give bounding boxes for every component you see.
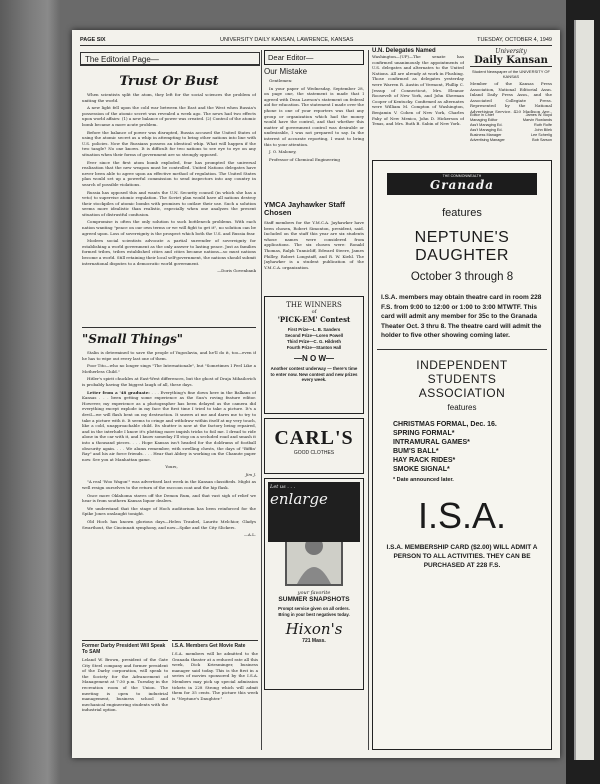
staff-name: Bob Sarson [532,138,552,142]
paper-flag [470,48,552,143]
staff-role: Ass't Managing Ed. [470,123,503,127]
enlarge-banner [268,482,360,542]
letter-signature: Jim J. [245,471,256,477]
movie-title-2: DAUGHTER [415,247,509,264]
granada-name: Granada [429,178,494,192]
dear-title: Professor of Chemical Engineering [269,156,340,162]
enlarge-note: Prompt service given on all orders. Bring in your best negatives today. [278,606,350,617]
granada-features: features [442,207,482,219]
trust-p5: Russia has opposed this and wants the U.N. Security council (in which she has a veto) to supervise atomic regulation. The Soviet plan would have all nations destroy their stockpiles of atomic bombs with promises to outlaw their use. Such a solution seems more idealistic than realistic, especially when one analyzes the present situation of distrustful confusion. [82,189,256,217]
winners-list [268,327,360,351]
editorial-page-tab: The Editorial Page— [80,52,260,66]
enlarge-ad [264,478,364,690]
winner-3: Third Prize—C. G. Hildreth [287,339,341,344]
event-item: INTRAMURAL GAMES* [393,438,470,446]
issue-date: TUESDAY, OCTOBER 4, 1949 [477,37,552,43]
granada-pre: THE COMMONWEALTH [442,174,482,178]
winner-1: First Prize—L. B. Sanders [287,327,341,332]
masthead [80,34,552,46]
carls-logo: CARL'S [274,427,354,449]
winners-of: of [311,309,317,315]
letter-closing: Yours, [165,464,178,470]
staff-role: Managing Editor [470,118,498,122]
carls-ad [264,418,364,474]
our-mistake-headline: Our Mistake [264,67,308,76]
dear-editor-tab: Dear Editor— [264,50,364,65]
letter-body: . . . Everything's fine down here in the Balkans of Kansas . . . been getting some experience as the Sun's roving feature editor. However, my experience as a photographer has been delayed as the camera did everything except explode in my face the first time I tried to take a picture. It's a devil—we will flash bent on my destruction. It sneers at me and dares me to try to take a picture with it. It seems to cringe and withdraw within itself at my very touch, like a cold, unapproachable child. Its shutter is now at the factory being repaired, and in the interlude I know it's plotting more impish tricks to foil me. I dread to ride alone in the car with it, and I know someday I'll stop on a secluded road and smash it into a thousand pieces. . . . Hope Kansas isn't headed for the doldrums of football obscurity again. . . . We alums remember, with swelling chests, the days of "Biffin' Ray" and his air force friends. . . . Hear that Abbey is working on the Chanute paper now. See you at Manhattan game. [82,389,256,462]
dear-sign: J. O. Maloney, [269,149,297,155]
flag-info: Member of the Kansas Press Association, National Editorial Assn. Inland Daily Press Assn., and the Associated Collegiate Press. Represented by the National Advertising Service, 420 Madison Ave., [470,81,552,113]
delegates-headline: U.N. Delegates Named [372,48,436,54]
carls-sub: GOOD CLOTHES [293,450,335,456]
darby-headline: Former Darby President Will Speak To SAM [82,643,166,655]
small-things-body [82,350,256,650]
enlarge-snaps: SUMMER SNAPSHOTS [278,596,350,603]
staff-list [470,113,552,143]
paper-name: UNIVERSITY DAILY KANSAN, LAWRENCE, KANSAS [220,37,354,43]
small-p2: Poor Tito—who no longer sings "The Internationale", but "Sometimes I Feel Like a Motherless Child." [82,363,256,374]
small-p7: Old Hoch has known glorious days—Helen Traubel, Lauritz Melchior, Gladys Swarthout, the Cincinnati symphony, and now—Spike and the City Slickers. [82,519,256,530]
isa-line-2: STUDENTS [427,371,497,386]
trust-headline: Trust Or Bust [119,74,219,89]
trust-byline: —Doris Govenbank [217,268,256,274]
isa-rate-body: I.S.A. members will be admitted to the Granada theater at a reduced rate all this week, Dick Kriesminger, business manager said today. This is the first in a series of movies sponsored by the I.S.A. Members may pick up special admission tickets in 228 Strong which will admit them for 35 cents. The picture this week is "Neptune's Daughter." [172,651,258,701]
small-p5: Once more Oklahoma staves off the Demon Rum, and that vast sigh of relief we hear is from southern Kansas liquor dealers. [82,492,256,504]
trust-p7: Modern social scientists advocate a partial surrender of sovereignty for establishing a world government as the only answer to lasting peace. Just as families formed tribes, tribes established cities and cities became nations—so must nations become a world. Still retaining their local self-government, the nations should submit international disputes to a democratic world government. [82,238,256,266]
date-note: * Date announced later. [393,476,454,483]
small-things-headline: "Small Things" [82,332,184,346]
winners-the: THE WINNERS [286,301,342,309]
page-number: PAGE SIX [80,37,106,43]
staff-name: Ruth Rolfe [534,123,552,127]
staff-name: Marvin Rowlands [522,118,552,122]
delegates-body: Washington—(UP)—The senate has confirmed unanimously the appointments of U.S. delegates and alternates to the United Nations. All are already at work in Flushing. Those confirmed as delegates yesterday were Warren R. Austin of Vermont, Phillip C. Jessup of Connecticut, Mrs. Eleanor Roosevelt of New York, and John Sherman Cooper of Kentucky. Confirmed as alternates were William M. Compton of Washington, Benjamin V. Cohen of New York, Charles Fahy of New Mexico, John D. Hickerson of Texas, and Mrs. Ruth B. Sabin of New York. [372,54,464,127]
enlarge-word: enlarge [270,490,328,508]
small-p4: "A real 'Woo Wagon'" was advertised last week in the Kansan classifieds. Might as well resign ourselves to the return of the raccoon coat and the hip flask. [82,479,256,491]
isa-membership-card: I.S.A. MEMBERSHIP CARD ($2.00) WILL ADMIT A PERSON TO ALL ACTIVITIES. THEY CAN BE PURCHASED AT 228 F.S. [386,543,538,569]
isa-big-logo: I.S.A. [417,494,507,536]
trust-p3: Before the balance of power was disrupted, Russia accused the United States of using the atomic secret as a whip in attempting to bring other nations into line with U.S. policies. Now the Russians possess an identical whip. What will happen if the two tangle? No one knows. It is difficult for two nations to see eye to eye on any situation when their forms of government are so strongly opposed. [82,129,256,157]
middle-column [264,50,364,690]
flag-name: Daily Kansan [470,55,552,67]
flag-univ: University [495,48,527,55]
winners-now: —N O W— [294,354,334,363]
newspaper-page [72,30,560,758]
small-p1: Stalin is determined to save the people of Yugoslavia, and he'll do it, too—even if he has to wipe out every last one of them. [82,350,256,361]
trust-body [82,92,256,324]
movie-dates: October 3 through 8 [410,271,514,283]
darby-story [82,640,168,749]
event-item: CHRISTMAS FORMAL, Dec. 16. [393,420,497,428]
winners-cta: Another contest underway — there's time to enter now. New contest and new prizes every week. [270,366,358,383]
staff-role: Ass't Managing Ed. [470,128,503,132]
staff-name: John Bilek [534,128,552,132]
staff-name: Lee Scherlig [530,133,552,137]
hixons-address: 721 Mass. [302,638,326,645]
delegates-story [372,48,464,154]
winners-contest: 'PICK-EM' Contest [277,315,351,324]
darby-body: Leland W. Brown, president of the Gate City Steel company and former president of the Darby corporation, will speak to the Society for the Advancement of Management at 7:30 p.m. Tuesday in the recreation room of the Union. The meeting is open to industrial management, business school and mechanical engineering students with the industrial option. [82,657,168,713]
ymca-headline: YMCA Jayhawker Staff Chosen [264,200,345,217]
enlarge-your: your favorite [297,590,331,596]
winner-4: Fourth Prize—Stanton Hall [286,345,342,350]
ymca-body: Staff members for the Y.M.C.A. Jayhawker have been chosen, Robert Simonton, president, said. Included on the staff this year are six students whose names were considered from applications. The six chosen were: Ronald Thomas, Ralph Tunnicliff, Edward Steere, James Philley, Robert Longstaff, and R. W. Kiehl. The Jayhawker is a student publication of the Y.M.C.A. organization. [264,220,364,270]
trust-p6: Compromise is often the only solution to such bottleneck problems. With each nation wanting "peace on our own terms or we will fight to get it", no solution can be agreed upon. Loss of sovereignty is the prospect which both the U.S. and Russia fear. [82,219,256,236]
isa-features: features [447,402,477,412]
small-p6: We understand that the stage of Hoch auditorium has been reinforced for the Spike Jones onslaught tonight. [82,505,256,517]
book-spine [566,0,600,784]
granada-logo [387,173,537,195]
isa-events [393,420,551,485]
hixons-logo: Hixon's [285,620,343,639]
letter-editor-body [264,78,364,198]
dear-body: In your paper of Wednesday, September 28, on page one, the statement is made that I agreed with Dean Lawson's statement on federal aid for education. The statement I made over the phone is one of your reporters was that any group or organization which had the money would have the control, and that whether this matter of government control was desirable or undesirable, I was not prepared to say. In the interest of accurate reporting, I want to bring this to your attention. [264,85,364,147]
staff-role: Editor in Chief [470,113,494,117]
granada-ad [372,160,552,750]
staff-role: Business Manager [470,133,502,137]
isa-line-3: ASSOCIATION [418,385,506,400]
small-p3: Hitler's spirit chuckles at East-West differences, but the ghost of Draja Mihailovich is probably having the biggest laugh of all, these days. [82,376,256,387]
trust-p4: Ever since the first atom bomb exploded, fear has prompted the universal realization that the new weapon must be controlled. United Nations delegates have never been able to agree upon an effective method of regulation. The United States plan would set up a powerful commission to send inspectors into any country in search of possible violations. [82,159,256,187]
event-item: HAY RACK RIDES* [393,456,456,464]
staff-role: Advertising Manager [470,138,505,142]
isa-theatre-note: I.S.A. members may obtain theatre card in room 228 F.S. from 9:00 to 12:00 or 1:00 to 3:00 MTWTF. This card will admit any member for 35c to the Granada Theater Oct. 3 thru 8. The theatre card will admit the holder to five other showing coming later. [381,294,542,339]
trust-p2: A new light fell upon the cold war between the East and the West when Russia's possession of the atomic secret was revealed a week ago. The news had two effects upon world affairs: (1) a new balance of power was created. (2) Control of the atomic bomb became a more acute problem. [82,105,256,127]
winner-2: Second Prize—Loren Powell [284,333,344,338]
left-column [82,70,256,650]
isa-line-1: INDEPENDENT [416,357,508,372]
small-byline: —A.L. [243,532,256,538]
isa-rate-headline: I.S.A. Members Get Movie Rate [172,643,246,649]
movie-title-1: NEPTUNE'S [414,229,510,246]
winners-ad [264,296,364,414]
isa-rate-story [172,640,258,743]
trust-p1: When scientists split the atom, they left for the social sciences the problem of uniting the world. [82,92,256,103]
event-item: BUM'S BALL* [393,447,439,455]
letter-intro: Letter from a '48 graduate: [87,389,150,395]
event-item: SPRING FORMAL* [393,429,455,437]
flag-sub: Student Newspaper of the UNIVERSITY OF KANSAS [472,69,550,79]
staff-name: James W. Boyd [525,113,552,117]
enlarge-letus: Let us . . . [270,484,296,490]
event-item: SMOKE SIGNAL* [393,465,450,473]
dear-salute: Gentlemen: [269,78,293,83]
